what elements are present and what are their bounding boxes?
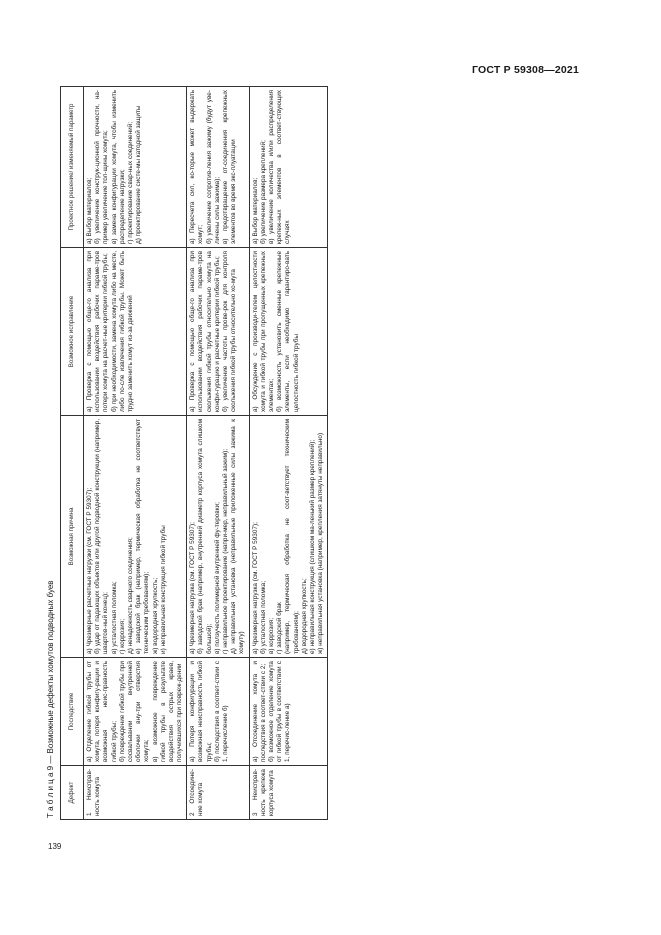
- table-cell-fix: [249, 248, 328, 416]
- cell-line: а) Отделение гибкой трубы от хомута, потеря конфигу-рации и возможная неис-правность гибкой трубы;: [86, 661, 118, 762]
- cell-line: б) увеличение конструк-ционной прочности, на-пример увеличение тол-щины хомута;: [94, 90, 110, 244]
- column-header-defect: Дефект: [61, 766, 84, 820]
- table-cell-cause: [249, 416, 328, 658]
- table-cell-defect: 2 Отсоедине-ние хомута: [187, 766, 249, 820]
- cell-line: а) Отсоединение хомута и последствия в соответ-ствии с 2;: [251, 661, 267, 762]
- table-cell-fix: [187, 248, 249, 416]
- cell-line: г) заводской брак: [276, 602, 284, 654]
- cell-line: в) замена конфигурации хомута, чтобы изменить распределение нагрузки;: [110, 90, 126, 244]
- cell-line: д) проектирование систе-мы катодной защиты: [135, 105, 143, 244]
- table-cell-defect: 1 Неисправ-ность хомута: [84, 766, 187, 820]
- cell-line: б) удар от падающих объектов или другой подводной конструкции (например, швартов-ный конец);: [94, 419, 110, 654]
- table-row: [84, 87, 187, 820]
- table-row: [249, 87, 328, 820]
- column-header-consequence: Последствие: [61, 658, 84, 766]
- table-cell-design: [187, 87, 249, 248]
- column-header-design: Проектное решение/ изменяемый параметр: [61, 87, 84, 248]
- cell-line: б) заводской брак (например, внутренний диаметр корпуса хомута слишком большой);: [197, 419, 213, 654]
- cell-line: б) при необходимости, замена хомута либо на месте, либо по-сле извлечения гибкой трубы. Может быть трудно заменить хомут из-за движений: [110, 251, 134, 412]
- table-cell-consequence: [187, 658, 249, 766]
- cell-line: а) Чрезмерные расчетные нагрузки (см. ГОСТ Р 59307);: [86, 487, 93, 654]
- table-cell-defect: 3 Неисправ-ность крепежа корпуса хомута: [249, 766, 328, 820]
- cell-line: ж) неправильная установка (например, крепления затянуты неправильно): [317, 432, 325, 654]
- cell-line: б) увеличение сопротив-ления зажиму (будут уве-личены силы зажима);: [205, 90, 221, 244]
- cell-line: г) проектирование свар-ных соединений;: [126, 121, 134, 244]
- defects-table: [60, 86, 328, 820]
- cell-line: е) неправильная конструкция (слишком ма-ленький размер креплений);: [308, 439, 316, 654]
- cell-line: б) последствия в соответ-ствии с 1, перечисление б): [213, 661, 229, 762]
- cell-line: в) ползучесть полимерной внутренней фу-теровки;: [213, 502, 221, 654]
- cell-line: (например, термическая обработка не соот-ветствует техническим требованиям);: [284, 419, 300, 654]
- cell-line: а) Выбор материалов;: [251, 177, 259, 244]
- table-cell-consequence: [249, 658, 328, 766]
- table-header-row: [61, 87, 84, 820]
- cell-line: б) увеличение размера креплений;: [259, 140, 267, 244]
- cell-line: г) неправильное проектирование (напри-мер, неправильный зажим);: [222, 449, 229, 654]
- table-cell-cause: [187, 416, 249, 658]
- cell-line: е) заводской брак (например, термическая обработка не соответствует техническим требованиям);: [135, 419, 151, 654]
- table-cell-design: [249, 87, 328, 248]
- table-cell-fix: [84, 248, 187, 416]
- cell-line: в) увеличение количества и/или распределения крепеж-ных элементов в соответ-ствующих случаях: [267, 90, 292, 244]
- cell-line: а) Потеря конфигурации и возможная неисправность гибкой трубы;: [189, 661, 213, 762]
- cell-line: в) усталостная поломка;: [110, 581, 118, 654]
- cell-line: б) усталостная поломка;: [259, 581, 267, 654]
- cell-line: и) неправильная конструкция гибкой трубы: [159, 525, 167, 654]
- cell-line: в) возможное повреждение гибкой трубы в результате воздействия острых краев, получившихся при повреж-дении: [151, 661, 184, 762]
- cell-line: а) Чрезмерная нагрузка (см. ГОСТ Р 59307);: [189, 522, 197, 654]
- table-cell-cause: [84, 416, 187, 658]
- cell-line: а) Выбор материалов;: [86, 177, 93, 244]
- cell-line: в) предотвращение от-соединения крепежных элементов во время экс-плуатации: [222, 90, 238, 244]
- cell-line: а) Чрезмерная нагрузка (см. ГОСТ Р 59307);: [251, 522, 259, 654]
- cell-line: ж) водородная хрупкость;: [151, 577, 159, 654]
- cell-line: а) Проверка с помощью обще-го анализа при использовании воздействия рабочих параме-тров скольжения гибкой трубы относительно хомута на конфи-гурацию и расчетные критерии гибкой трубы;: [189, 251, 221, 412]
- table-cell-design: [84, 87, 187, 248]
- cell-line: в) коррозия;: [267, 617, 275, 654]
- document-header: ГОСТ Р 59308—2021: [471, 64, 579, 76]
- column-header-fix: Возможное исправление: [61, 248, 84, 416]
- cell-line: б) возможное отделение хомута от гибкой трубы в соответствии с 1, перечис-ление а): [267, 661, 292, 762]
- column-header-cause: Возможная причина: [61, 416, 84, 658]
- table-caption: Т а б л и ц а 9 — Возможные дефекты хомутов подводных буев: [46, 580, 55, 818]
- cell-line: д) ненадежность сварного соединения;: [126, 537, 134, 654]
- cell-line: д) неправильная установка (неправильные приложенные силы зажима к хомуту): [230, 419, 246, 654]
- cell-line: д) водородная хрупкость;: [300, 578, 308, 654]
- cell-line: г) коррозия;: [118, 619, 126, 654]
- cell-line: б) повреждение гибкой трубы при сосвальвании внутренней оболочки вну-три отверстия хомута;: [118, 661, 151, 762]
- cell-line: а) Пересчета сил, ко-торые может выдержать хомут;: [189, 90, 205, 244]
- cell-line: а) Обсуждение с производи-телем целостности хомута и гибкой трубы при пропущенных крепежных элементах;: [251, 251, 275, 412]
- cell-line: б) увеличение частоты прове-рок для контроля скольжения гибкой трубы относительно хо-мута: [222, 251, 238, 412]
- cell-line: б) возможность установить сменные крепежные элементы, если необходимо гарантиро-вать целостность гибкой трубы: [276, 251, 300, 412]
- rotated-table-container: [60, 87, 328, 820]
- cell-line: а) Проверка с помощью обще-го анализа при использовании воздействия рабочих параме-тров потери хомута на расчет-ные критерии гибкой трубы;: [86, 251, 110, 412]
- page-number: 139: [48, 842, 62, 851]
- table-row: [187, 87, 249, 820]
- table-cell-consequence: [84, 658, 187, 766]
